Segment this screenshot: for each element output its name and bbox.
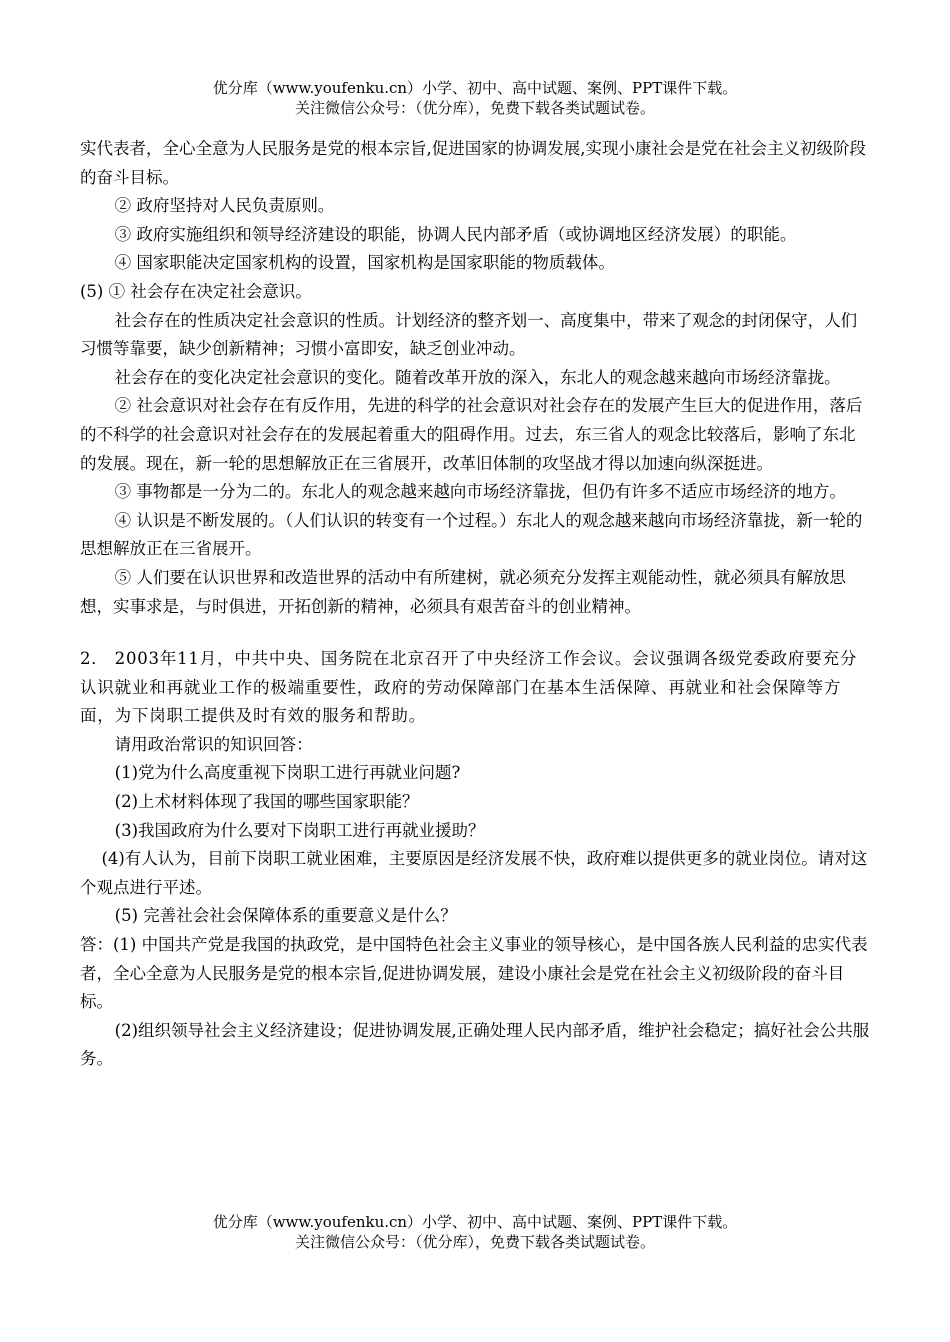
- paragraph: ③ 政府实施组织和领导经济建设的职能，协调人民内部矛盾（或协调地区经济发展）的职能。: [114, 224, 797, 244]
- paragraph: ④ 国家职能决定国家机构的设置，国家机构是国家职能的物质载体。: [114, 253, 615, 273]
- paragraph: (5) ① 社会存在决定社会意识。: [80, 281, 312, 301]
- document-body: [80, 135, 870, 1074]
- sub-question: (3)我国政府为什么要对下岗职工进行再就业援助？: [114, 820, 485, 840]
- header-line-2: 关注微信公众号：（优分库），免费下载各类试题试卷。: [294, 99, 655, 117]
- paragraph: ④ 认识是不断发展的。（人们认识的转变有一个过程。）东北人的观念越来越向市场经济靠拢，新一轮的思想解放正在三省展开。: [80, 510, 863, 559]
- paragraph: ③ 事物都是一分为二的。东北人的观念越来越向市场经济靠拢，但仍有许多不适应市场经济的地方。: [114, 482, 846, 502]
- paragraph: ⑤ 人们要在认识世界和改造世界的活动中有所建树，就必须充分发挥主观能动性，就必须具有解放思想，实事求是，与时俱进，开拓创新的精神，必须具有艰苦奋斗的创业精神。: [80, 567, 846, 616]
- page-header: [0, 78, 950, 118]
- question-prompt: 请用政治常识的知识回答：: [114, 734, 313, 754]
- sub-question: (5) 完善社会社会保障体系的重要意义是什么？: [114, 906, 457, 926]
- question-2-stem: 2． 2003年11月，中共中央、国务院在北京召开了中央经济工作会议。会议强调各级党委政府要充分认识就业和再就业工作的极端重要性，政府的劳动保障部门在基本生活保障、再就业和社会保障等方面，为下岗职工提供及时有效的服务和帮助。: [80, 649, 858, 726]
- sub-question: (2)上术材料体现了我国的哪些国家职能？: [114, 792, 419, 812]
- paragraph: 实代表者，全心全意为人民服务是党的根本宗旨,促进国家的协调发展,实现小康社会是党在社会主义初级阶段的奋斗目标。: [80, 139, 866, 187]
- paragraph: ② 政府坚持对人民负责原则。: [114, 196, 335, 216]
- paragraph: 社会存在的变化决定社会意识的变化。随着改革开放的深入，东北人的观念越来越向市场经济靠拢。: [114, 367, 841, 387]
- footer-line-2: 关注微信公众号：（优分库），免费下载各类试题试卷。: [294, 1233, 655, 1251]
- answer: 答：(1) 中国共产党是我国的执政党，是中国特色社会主义事业的领导核心，是中国各族人民利益的忠实代表者，全心全意为人民服务是党的根本宗旨,促进协调发展，建设小康社会是党在社会主义初级阶段的奋斗目标。: [80, 935, 868, 1012]
- footer-line-1: 优分库（www.youfenku.cn）小学、初中、高中试题、案例、PPT课件下载。: [212, 1213, 738, 1231]
- spacer: [80, 621, 870, 645]
- paragraph: 社会存在的性质决定社会意识的性质。计划经济的整齐划一、高度集中，带来了观念的封闭保守，人们习惯等靠要，缺少创新精神；习惯小富即安，缺乏创业冲动。: [80, 310, 858, 359]
- sub-question: (4)有人认为，目前下岗职工就业困难，主要原因是经济发展不快，政府难以提供更多的就业岗位。请对这个观点进行平述。: [80, 849, 868, 897]
- header-line-1: 优分库（www.youfenku.cn）小学、初中、高中试题、案例、PPT课件下载。: [212, 79, 738, 97]
- page-footer: [0, 1212, 950, 1252]
- sub-question: (1)党为什么高度重视下岗职工进行再就业问题?: [114, 763, 461, 783]
- paragraph: ② 社会意识对社会存在有反作用，先进的科学的社会意识对社会存在的发展产生巨大的促进作用，落后的不科学的社会意识对社会存在的发展起着重大的阻碍作用。过去，东三省人的观念比较落后，影响了东北的发展。现在，新一轮的思想解放正在三省展开，改革旧体制的攻坚战才得以加速向纵深挺进。: [80, 396, 863, 473]
- answer: (2)组织领导社会主义经济建设；促进协调发展,正确处理人民内部矛盾，维护社会稳定；搞好社会公共服务。: [80, 1020, 870, 1069]
